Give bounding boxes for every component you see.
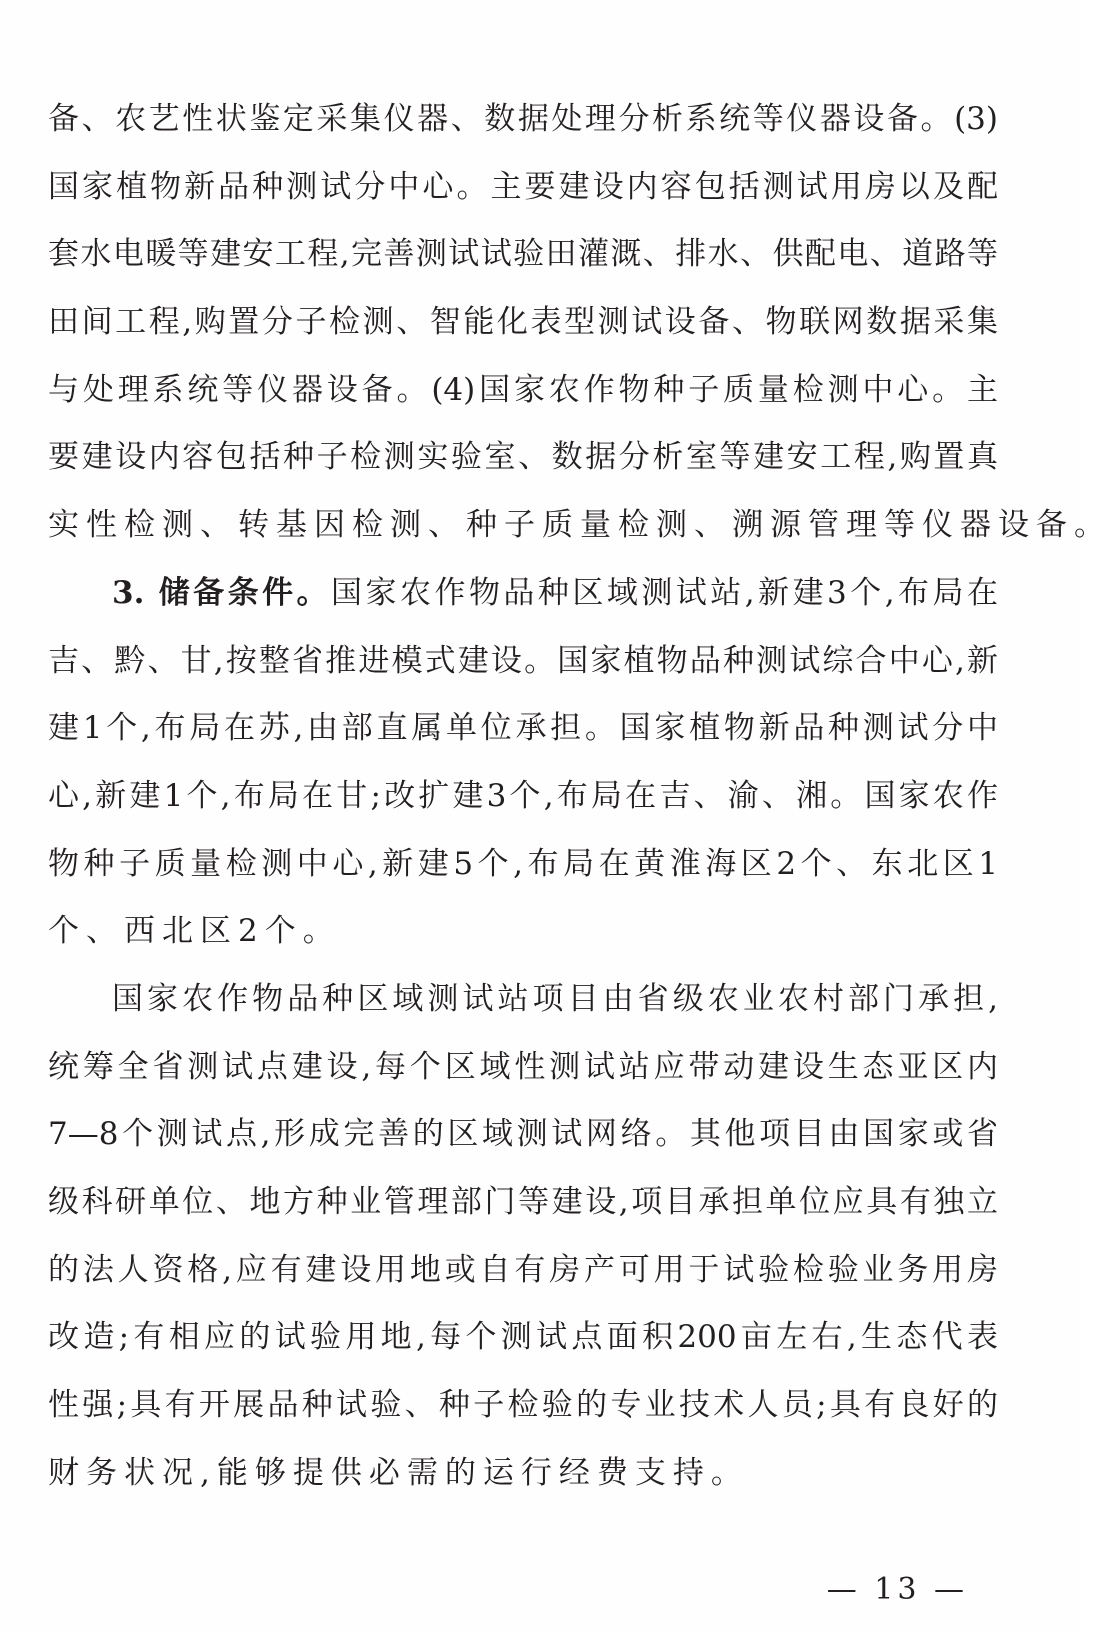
text-line — [48, 1243, 998, 1311]
text-line — [48, 837, 998, 905]
text-line — [48, 904, 998, 972]
text-line — [48, 227, 998, 295]
text-line-content: 与处理系统等仪器设备。(4)国家农作物种子质量检测中心。主 — [48, 371, 998, 408]
text-line-content: 心,新建1个,布局在甘;改扩建3个,布局在吉、渝、湘。国家农作 — [48, 777, 998, 814]
section-3-first-text: 国家农作物品种区域测试站,新建3个,布局在 — [331, 574, 999, 611]
text-line-content: 性强;具有开展品种试验、种子检验的专业技术人员;具有良好的 — [48, 1387, 998, 1424]
paragraph-first-line — [48, 972, 998, 1040]
text-line-content: 物种子质量检测中心,新建5个,布局在黄淮海区2个、东北区1 — [48, 845, 998, 882]
text-line-content: 的法人资格,应有建设用地或自有房产可用于试验检验业务用房 — [48, 1251, 998, 1288]
text-line — [48, 1378, 998, 1446]
text-line-content: 国家农作物品种区域测试站项目由省级农业农村部门承担, — [112, 980, 998, 1017]
body-text — [48, 92, 1112, 1513]
text-line-content: 田间工程,购置分子检测、智能化表型测试设备、物联网数据采集 — [48, 304, 998, 341]
section-3-heading: 3. 储备条件。 — [112, 574, 332, 611]
text-line — [48, 769, 998, 837]
text-line — [48, 701, 998, 769]
text-line — [48, 295, 998, 363]
section-3-first-line — [48, 566, 998, 634]
page-number: — 13 — — [826, 1572, 968, 1607]
text-line-content: 国家植物新品种测试分中心。主要建设内容包括测试用房以及配 — [48, 168, 998, 205]
text-line-content: 统筹全省测试点建设,每个区域性测试站应带动建设生态亚区内 — [48, 1048, 998, 1085]
text-line-content: 7—8个测试点,形成完善的区域测试网络。其他项目由国家或省 — [48, 1116, 998, 1153]
text-line — [48, 430, 998, 498]
text-line-content: 备、农艺性状鉴定采集仪器、数据处理分析系统等仪器设备。(3) — [48, 101, 998, 137]
text-line — [48, 498, 1112, 566]
text-line — [48, 1107, 998, 1175]
text-line — [48, 1310, 998, 1378]
text-line — [48, 160, 998, 228]
text-line-content — [112, 566, 998, 620]
text-line — [48, 92, 998, 160]
text-line-content: 财务状况,能够提供必需的运行经费支持。 — [48, 1454, 749, 1491]
text-line — [48, 634, 998, 702]
text-line-content: 个、西北区2个。 — [48, 913, 341, 950]
text-line — [48, 1446, 998, 1514]
text-line-content: 建1个,布局在苏,由部直属单位承担。国家植物新品种测试分中 — [48, 710, 998, 747]
text-line-content: 改造;有相应的试验用地,每个测试点面积200亩左右,生态代表 — [48, 1319, 998, 1356]
text-line-content: 级科研单位、地方种业管理部门等建设,项目承担单位应具有独立 — [48, 1184, 998, 1220]
text-line — [48, 1040, 998, 1108]
text-line-content: 实性检测、转基因检测、种子质量检测、溯源管理等仪器设备。 — [48, 507, 1112, 544]
text-line-content: 套水电暖等建安工程,完善测试试验田灌溉、排水、供配电、道路等 — [48, 236, 998, 273]
text-line — [48, 1175, 998, 1243]
text-line — [48, 363, 998, 431]
text-line-content: 要建设内容包括种子检测实验室、数据分析室等建安工程,购置真 — [48, 439, 998, 476]
text-line-content: 吉、黔、甘,按整省推进模式建设。国家植物品种测试综合中心,新 — [48, 642, 998, 679]
